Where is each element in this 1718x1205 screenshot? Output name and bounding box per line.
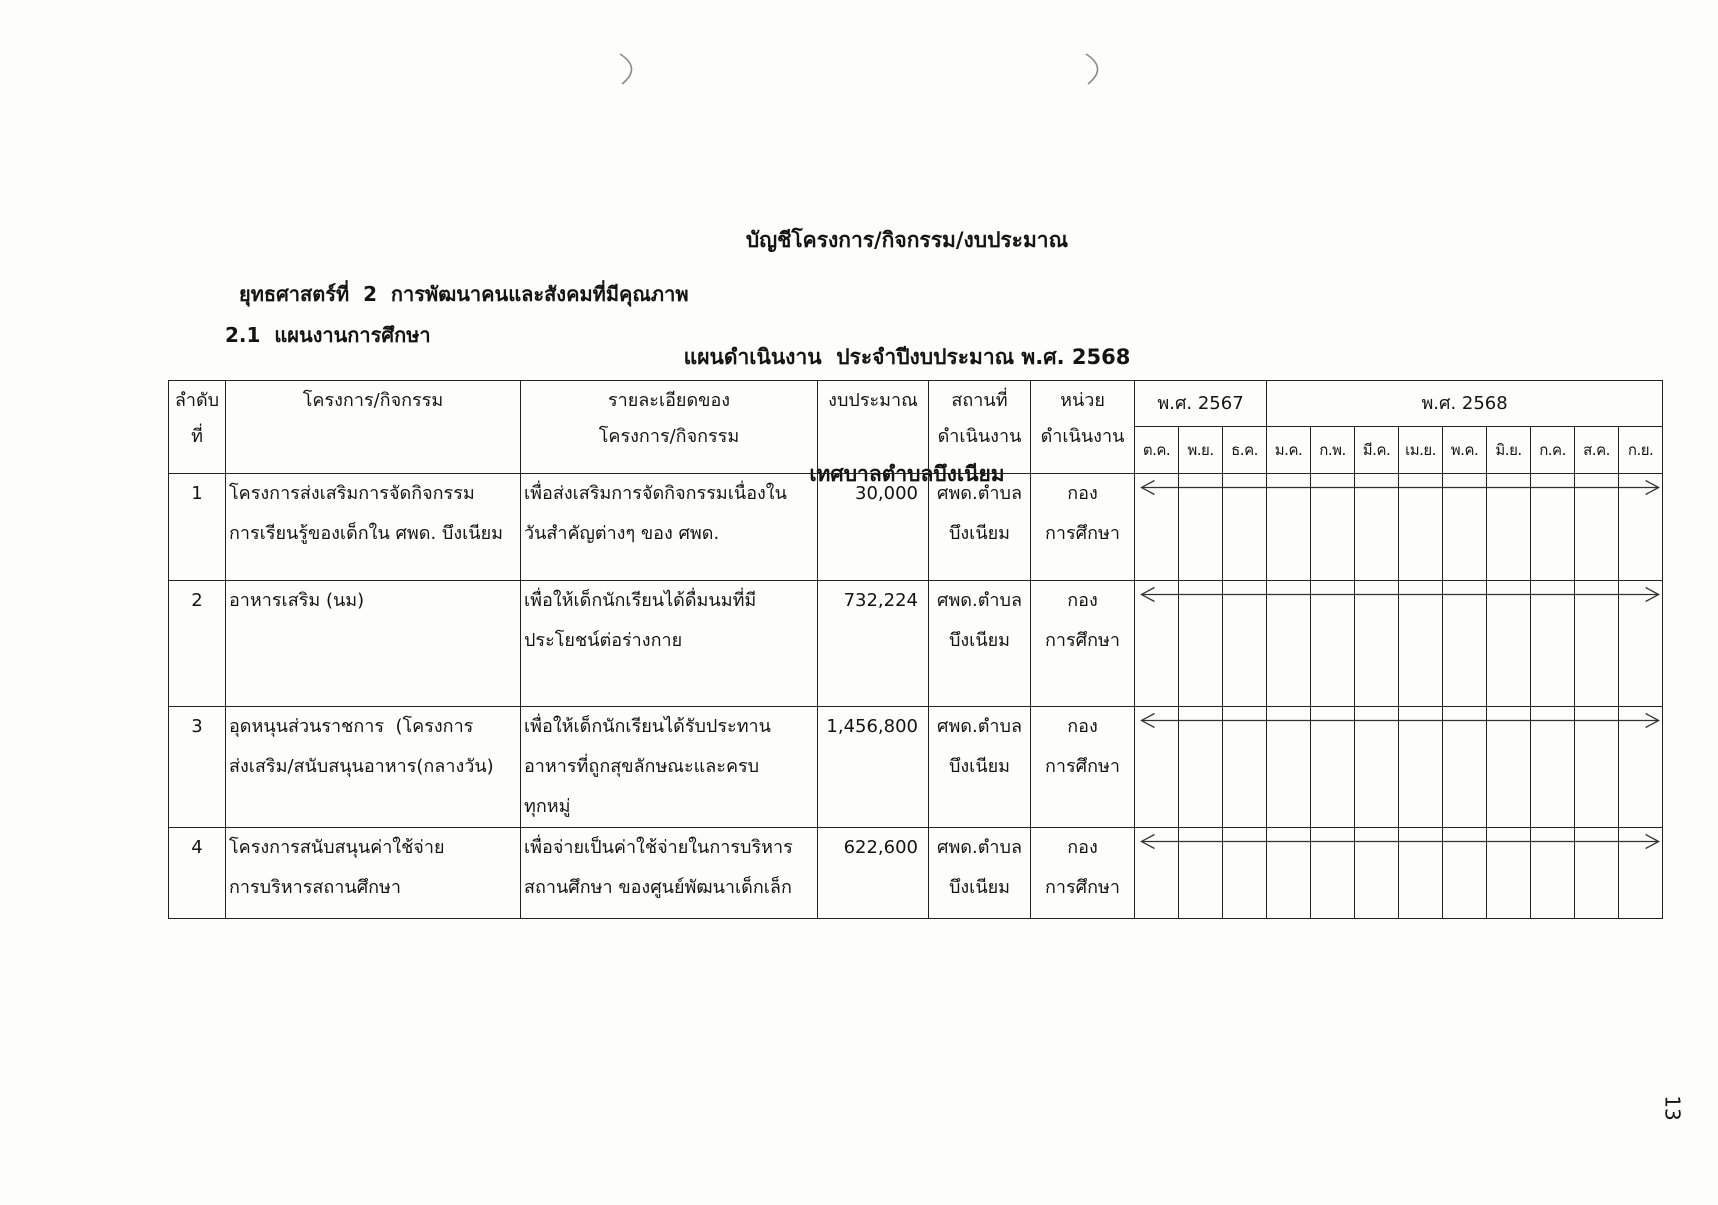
budget-amount: 732,224 [843, 590, 918, 611]
month-cell [1135, 474, 1179, 581]
month-cell [1531, 707, 1575, 828]
project-detail-line: เพื่อให้เด็กนักเรียนได้ดื่มนมที่มี [524, 590, 757, 611]
location-line: ศพด.ตำบล [937, 837, 1022, 858]
month-cell [1443, 828, 1487, 919]
project-name-line: อุดหนุนส่วนราชการ (โครงการ [229, 716, 474, 737]
header-month: ม.ค. [1267, 427, 1311, 474]
location-line: ศพด.ตำบล [937, 716, 1022, 737]
header-unit [1031, 381, 1135, 474]
unit-cell [1031, 474, 1135, 581]
header-no-line: ลำดับ [174, 390, 220, 411]
project-detail-line: เพื่อให้เด็กนักเรียนได้รับประทาน [524, 716, 771, 737]
month-cell [1575, 828, 1619, 919]
header-year-2568: พ.ศ. 2568 [1267, 381, 1663, 427]
month-cell [1619, 828, 1663, 919]
month-cell [1223, 828, 1267, 919]
month-cell [1135, 707, 1179, 828]
month-cell [1311, 707, 1355, 828]
month-cell [1267, 828, 1311, 919]
location-line: บึงเนียม [948, 877, 1011, 898]
header-month: พ.ค. [1443, 427, 1487, 474]
month-cell [1223, 707, 1267, 828]
header-unit-line: ดำเนินงาน [1040, 426, 1125, 447]
location-cell [929, 828, 1031, 919]
month-cell [1311, 828, 1355, 919]
row-number-cell [169, 474, 226, 581]
location-cell [929, 581, 1031, 707]
month-cell [1311, 581, 1355, 707]
month-cell [1267, 474, 1311, 581]
project-name-line: การบริหารสถานศึกษา [229, 877, 402, 898]
project-cell [226, 474, 521, 581]
unit-cell [1031, 707, 1135, 828]
header-detail [521, 381, 818, 474]
header-budget [818, 381, 929, 474]
header-location-line: สถานที่ [951, 390, 1008, 411]
location-cell [929, 474, 1031, 581]
month-cell [1487, 707, 1531, 828]
location-line: บึงเนียม [948, 523, 1011, 544]
title-line: แผนดำเนินงาน ประจำปีงบประมาณ พ.ศ. 2568 [683, 345, 1131, 369]
punch-hole-mark [620, 54, 632, 84]
plan-table-body [169, 474, 1663, 919]
month-cell [1619, 581, 1663, 707]
month-cell [1135, 828, 1179, 919]
title-line: บัญชีโครงการ/กิจกรรม/งบประมาณ [745, 228, 1069, 252]
month-cell [1443, 707, 1487, 828]
row-number: 1 [191, 483, 203, 504]
month-cell [1223, 581, 1267, 707]
detail-cell [521, 828, 818, 919]
header-location [929, 381, 1031, 474]
detail-cell [521, 474, 818, 581]
responsible-unit-line: กอง [1067, 483, 1098, 504]
header-month: ก.ค. [1531, 427, 1575, 474]
header-project [226, 381, 521, 474]
table-row [169, 707, 1663, 828]
budget-amount: 30,000 [855, 483, 918, 504]
month-cell [1311, 474, 1355, 581]
location-cell [929, 707, 1031, 828]
responsible-unit-line: การศึกษา [1045, 756, 1120, 777]
project-name-line: อาหารเสริม (นม) [229, 590, 365, 611]
header-row [169, 381, 1663, 427]
plan-table-wrapper [168, 380, 1662, 920]
month-cell [1575, 474, 1619, 581]
month-cell [1531, 474, 1575, 581]
month-cell [1179, 474, 1223, 581]
responsible-unit-line: กอง [1067, 716, 1098, 737]
title-line: เทศบาลตำบลบึงเนียม [809, 462, 1005, 486]
unit-cell [1031, 828, 1135, 919]
project-cell [226, 707, 521, 828]
header-month: ธ.ค. [1223, 427, 1267, 474]
project-detail-line: สถานศึกษา ของศูนย์พัฒนาเด็กเล็ก [524, 877, 792, 898]
project-cell [226, 828, 521, 919]
project-detail-line: วันสำคัญต่างๆ ของ ศพด. [524, 523, 720, 544]
header-detail-line: รายละเอียดของ [607, 390, 731, 411]
month-cell [1575, 707, 1619, 828]
month-cell [1487, 828, 1531, 919]
month-cell [1399, 828, 1443, 919]
month-cell [1179, 581, 1223, 707]
month-cell [1355, 828, 1399, 919]
project-name-line: ส่งเสริม/สนับสนุนอาหาร(กลางวัน) [229, 756, 494, 777]
month-cell [1443, 474, 1487, 581]
month-cell [1619, 474, 1663, 581]
budget-cell [818, 707, 929, 828]
header-year-2567: พ.ศ. 2567 [1135, 381, 1267, 427]
location-line: บึงเนียม [948, 756, 1011, 777]
month-cell [1619, 707, 1663, 828]
punch-hole-marks [0, 0, 1718, 120]
header-detail-line: โครงการ/กิจกรรม [598, 426, 740, 447]
month-cell [1399, 581, 1443, 707]
row-number-cell [169, 581, 226, 707]
header-month: มิ.ย. [1487, 427, 1531, 474]
month-cell [1531, 581, 1575, 707]
month-cell [1355, 707, 1399, 828]
month-cell [1267, 581, 1311, 707]
unit-cell [1031, 581, 1135, 707]
header-month: เม.ย. [1399, 427, 1443, 474]
month-cell [1223, 474, 1267, 581]
month-cell [1487, 581, 1531, 707]
detail-cell [521, 581, 818, 707]
table-row [169, 828, 1663, 919]
header-no-line: ที่ [191, 426, 203, 447]
responsible-unit-line: การศึกษา [1045, 630, 1120, 651]
header-month: พ.ย. [1179, 427, 1223, 474]
header-month: ต.ค. [1135, 427, 1179, 474]
month-cell [1399, 474, 1443, 581]
project-name-line: การเรียนรู้ของเด็กใน ศพด. บึงเนียม [229, 523, 503, 544]
budget-cell [818, 828, 929, 919]
project-detail-line: ประโยชน์ต่อร่างกาย [524, 630, 683, 651]
project-name-line: โครงการส่งเสริมการจัดกิจกรรม [229, 483, 475, 504]
budget-amount: 1,456,800 [826, 716, 918, 737]
month-cell [1399, 707, 1443, 828]
row-number: 3 [191, 716, 203, 737]
header-location-line: ดำเนินงาน [937, 426, 1022, 447]
month-cell [1575, 581, 1619, 707]
project-detail-line: ทุกหมู่ [524, 796, 571, 817]
month-cell [1487, 474, 1531, 581]
project-cell [226, 581, 521, 707]
header-month: ก.ย. [1619, 427, 1663, 474]
month-cell [1355, 581, 1399, 707]
header-budget-line: งบประมาณ [828, 390, 918, 411]
header-month: มี.ค. [1355, 427, 1399, 474]
budget-amount: 622,600 [843, 837, 918, 858]
project-detail-line: อาหารที่ถูกสุขลักษณะและครบ [524, 756, 760, 777]
plan-table [168, 380, 1663, 919]
header-project-line: โครงการ/กิจกรรม [302, 390, 444, 411]
project-name-line: โครงการสนับสนุนค่าใช้จ่าย [229, 837, 445, 858]
project-detail-line: เพื่อจ่ายเป็นค่าใช้จ่ายในการบริหาร [524, 837, 793, 858]
month-cell [1443, 581, 1487, 707]
table-row [169, 474, 1663, 581]
row-number-cell [169, 828, 226, 919]
row-number: 4 [191, 837, 203, 858]
header-month: ส.ค. [1575, 427, 1619, 474]
month-cell [1179, 828, 1223, 919]
project-detail-line: เพื่อส่งเสริมการจัดกิจกรรมเนื่องใน [524, 483, 787, 504]
budget-cell [818, 474, 929, 581]
budget-cell [818, 581, 929, 707]
detail-cell [521, 707, 818, 828]
header-no [169, 381, 226, 474]
table-row [169, 581, 1663, 707]
month-cell [1531, 828, 1575, 919]
location-line: บึงเนียม [948, 630, 1011, 651]
month-cell [1267, 707, 1311, 828]
month-cell [1355, 474, 1399, 581]
plan-heading: 2.1 แผนงานการศึกษา [225, 323, 431, 347]
location-line: ศพด.ตำบล [937, 483, 1022, 504]
row-number: 2 [191, 590, 203, 611]
location-line: ศพด.ตำบล [937, 590, 1022, 611]
header-month: ก.พ. [1311, 427, 1355, 474]
strategy-heading: ยุทธศาสตร์ที่ 2 การพัฒนาคนและสังคมที่มีคุณภาพ [239, 282, 689, 306]
header-unit-line: หน่วย [1060, 390, 1105, 411]
row-number-cell [169, 707, 226, 828]
punch-hole-mark [1086, 54, 1098, 84]
responsible-unit-line: กอง [1067, 837, 1098, 858]
page-number: 13 [1660, 1095, 1685, 1121]
month-cell [1179, 707, 1223, 828]
month-cell [1135, 581, 1179, 707]
responsible-unit-line: การศึกษา [1045, 877, 1120, 898]
responsible-unit-line: กอง [1067, 590, 1098, 611]
responsible-unit-line: การศึกษา [1045, 523, 1120, 544]
